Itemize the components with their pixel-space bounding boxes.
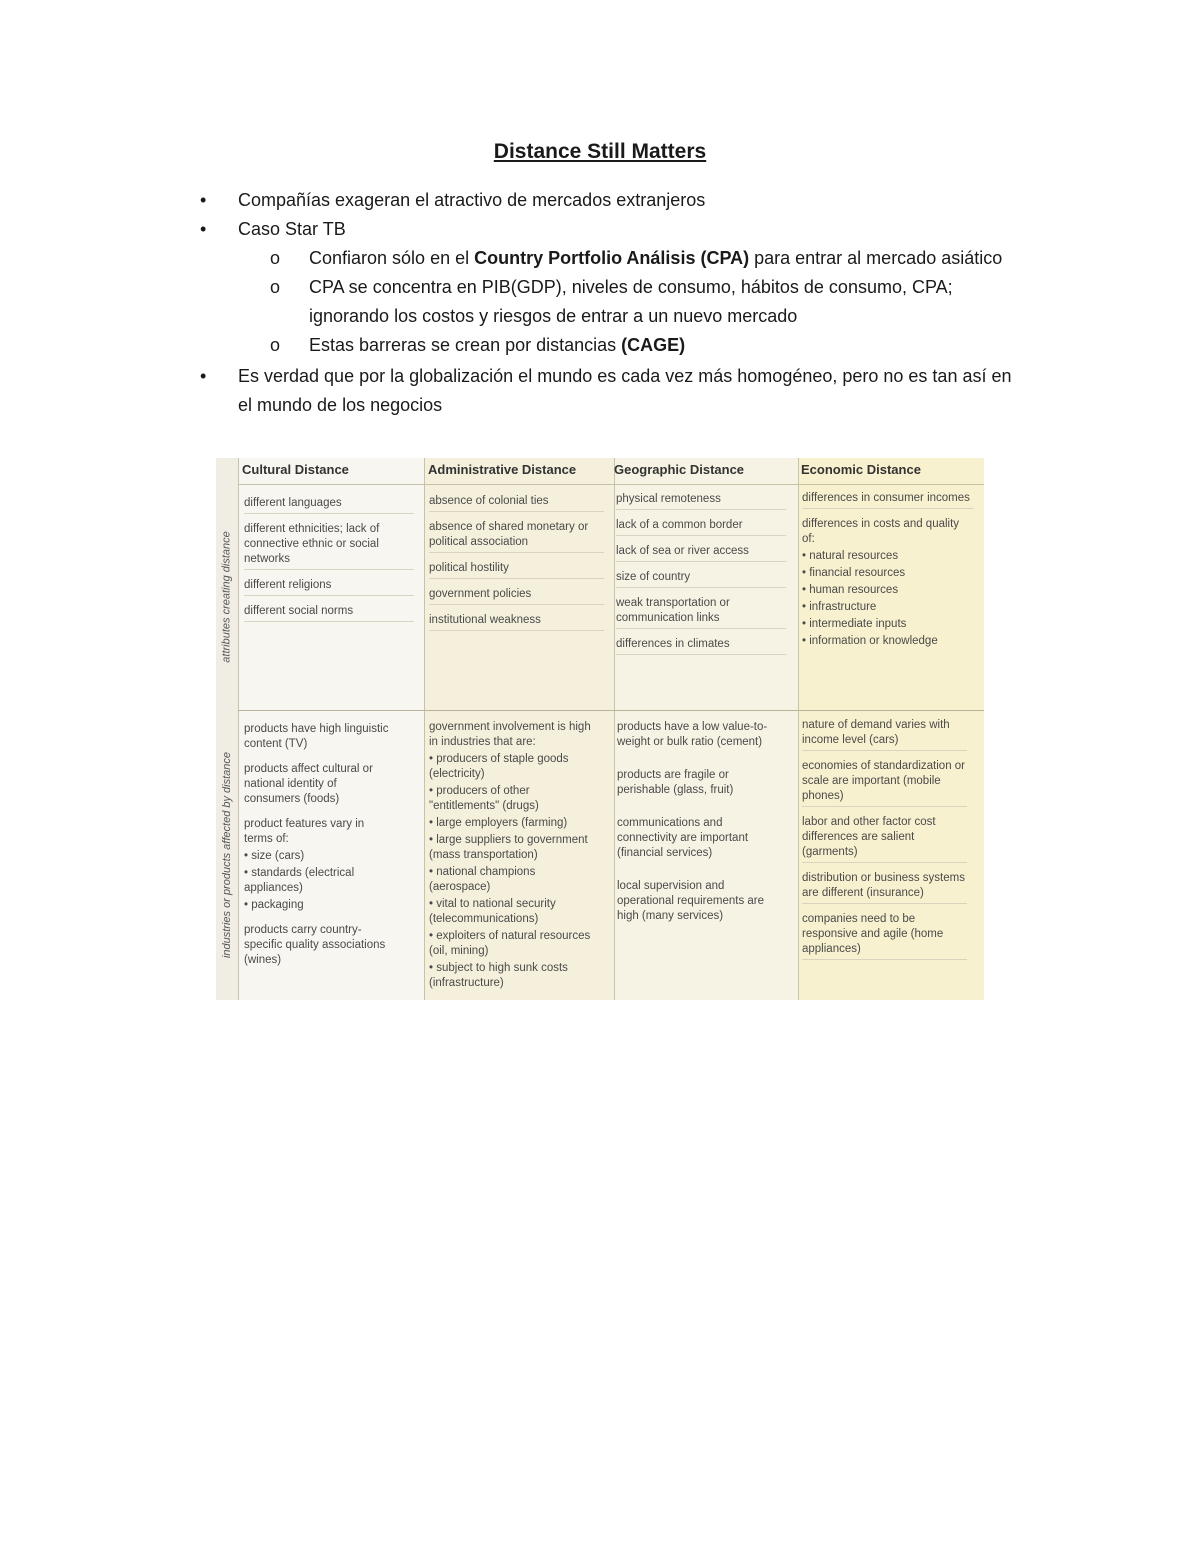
- table-item: communications and connectivity are important (financial services): [617, 817, 749, 859]
- cell-industries-geographic: [617, 720, 782, 934]
- table-item: government policies: [429, 587, 604, 605]
- table-item: product features vary in terms of:: [244, 818, 365, 845]
- table-item: different religions: [244, 578, 414, 596]
- bullet-text: Compañías exageran el atractivo de mercados extranjeros: [238, 190, 706, 210]
- sub-bullet-glyph: o: [270, 277, 281, 297]
- row-label-attributes: attributes creating distance: [221, 531, 233, 663]
- bullet-item: [198, 186, 1028, 215]
- bullet-text: Caso Star TB: [238, 219, 346, 239]
- sub-bullet-text: CPA se concentra en PIB(GDP), niveles de consumo, hábitos de consumo, CPA; ignorando los costos y riesgos de entrar a un nuevo mercado: [309, 277, 953, 326]
- sub-bullet-glyph: o: [270, 335, 281, 355]
- cell-attributes-geographic: [616, 492, 786, 663]
- table-item: products are fragile or perishable (glass, fruit): [617, 769, 734, 796]
- bullet-item: [198, 362, 1028, 420]
- table-item: • large suppliers to government (mass transportation): [429, 834, 588, 861]
- table-item: local supervision and operational requirements are high (many services): [617, 880, 765, 922]
- cage-distance-table: [216, 458, 984, 1000]
- cell-attributes-administrative: [429, 494, 604, 639]
- sub-bullet-text: Estas barreras se crean por distancias (CAGE): [309, 335, 686, 355]
- table-item: size of country: [616, 570, 786, 588]
- sub-bullet-item: [198, 273, 1028, 331]
- bullet-list: [198, 186, 1028, 420]
- table-item: economies of standardization or scale are important (mobile phones): [802, 759, 967, 807]
- table-item: • exploiters of natural resources (oil, mining): [429, 930, 591, 957]
- table-item: lack of sea or river access: [616, 544, 786, 562]
- table-item: • information or knowledge: [802, 635, 938, 647]
- bullet-glyph: •: [200, 219, 207, 239]
- sub-bullet-item: [198, 244, 1028, 273]
- table-item: companies need to be responsive and agile (home appliances): [802, 912, 967, 960]
- table-item: institutional weakness: [429, 613, 604, 631]
- header-geographic: Geographic Distance: [614, 462, 745, 477]
- bullet-glyph: •: [200, 190, 207, 210]
- table-item: • natural resources: [802, 550, 899, 562]
- table-item: political hostility: [429, 561, 604, 579]
- cell-attributes-cultural: [244, 496, 414, 630]
- table-item: different social norms: [244, 604, 414, 622]
- bullet-glyph: •: [200, 366, 207, 386]
- table-item: distribution or business systems are different (insurance): [802, 871, 967, 904]
- table-item: • infrastructure: [802, 601, 877, 613]
- table-item: labor and other factor cost differences are salient (garments): [802, 815, 967, 863]
- table-item: differences in climates: [616, 637, 786, 655]
- table-item: government involvement is high in industries that are:: [429, 721, 591, 748]
- table-item: absence of colonial ties: [429, 494, 604, 512]
- table-item: differences in consumer incomes: [802, 491, 974, 509]
- table-item: • producers of staple goods (electricity): [429, 753, 569, 780]
- table-item: • packaging: [244, 899, 304, 911]
- table-item: • standards (electrical appliances): [244, 867, 355, 894]
- table-item: • subject to high sunk costs (infrastructure): [429, 962, 568, 989]
- sub-bullet-item: [198, 331, 1028, 360]
- table-item: • national champions (aerospace): [429, 866, 536, 893]
- table-item: • human resources: [802, 584, 899, 596]
- cell-industries-administrative: [429, 720, 599, 993]
- table-item: physical remoteness: [616, 492, 786, 510]
- table-item: products affect cultural or national identity of consumers (foods): [244, 763, 373, 805]
- header-economic: Economic Distance: [801, 462, 921, 477]
- table-item: • large employers (farming): [429, 817, 568, 829]
- sub-bullet-glyph: o: [270, 248, 281, 268]
- cell-attributes-economic: [802, 491, 974, 651]
- table-item: • financial resources: [802, 567, 906, 579]
- table-item: products have high linguistic content (TV): [244, 723, 389, 750]
- header-administrative: Administrative Distance: [428, 462, 577, 477]
- table-item: • producers of other "entitlements" (drugs): [429, 785, 539, 812]
- table-item: weak transportation or communication links: [616, 596, 786, 629]
- row-label-industries: industries or products affected by distance: [221, 751, 233, 959]
- table-item: nature of demand varies with income level (cars): [802, 718, 967, 751]
- table-item: different languages: [244, 496, 414, 514]
- table-item: • vital to national security (telecommunications): [429, 898, 556, 925]
- bullet-item: [198, 215, 1028, 244]
- table-item: products have a low value-to-weight or bulk ratio (cement): [617, 721, 768, 748]
- cell-industries-economic: [802, 718, 967, 968]
- table-item: lack of a common border: [616, 518, 786, 536]
- page-title: Distance Still Matters: [493, 140, 707, 163]
- table-item: differences in costs and quality of:: [802, 518, 960, 545]
- bullet-text: Es verdad que por la globalización el mundo es cada vez más homogéneo, pero no es tan así en el mundo de los negocios: [238, 366, 1012, 415]
- header-cultural: Cultural Distance: [242, 462, 349, 477]
- sub-bullet-text: Confiaron sólo en el Country Portfolio Análisis (CPA) para entrar al mercado asiático: [309, 248, 1003, 268]
- table-item: absence of shared monetary or political association: [429, 520, 604, 553]
- table-item: products carry country-specific quality associations (wines): [244, 924, 386, 966]
- table-item: • intermediate inputs: [802, 618, 907, 630]
- table-item: different ethnicities; lack of connective ethnic or social networks: [244, 522, 414, 570]
- table-item: • size (cars): [244, 850, 305, 862]
- cell-industries-cultural: [244, 722, 394, 978]
